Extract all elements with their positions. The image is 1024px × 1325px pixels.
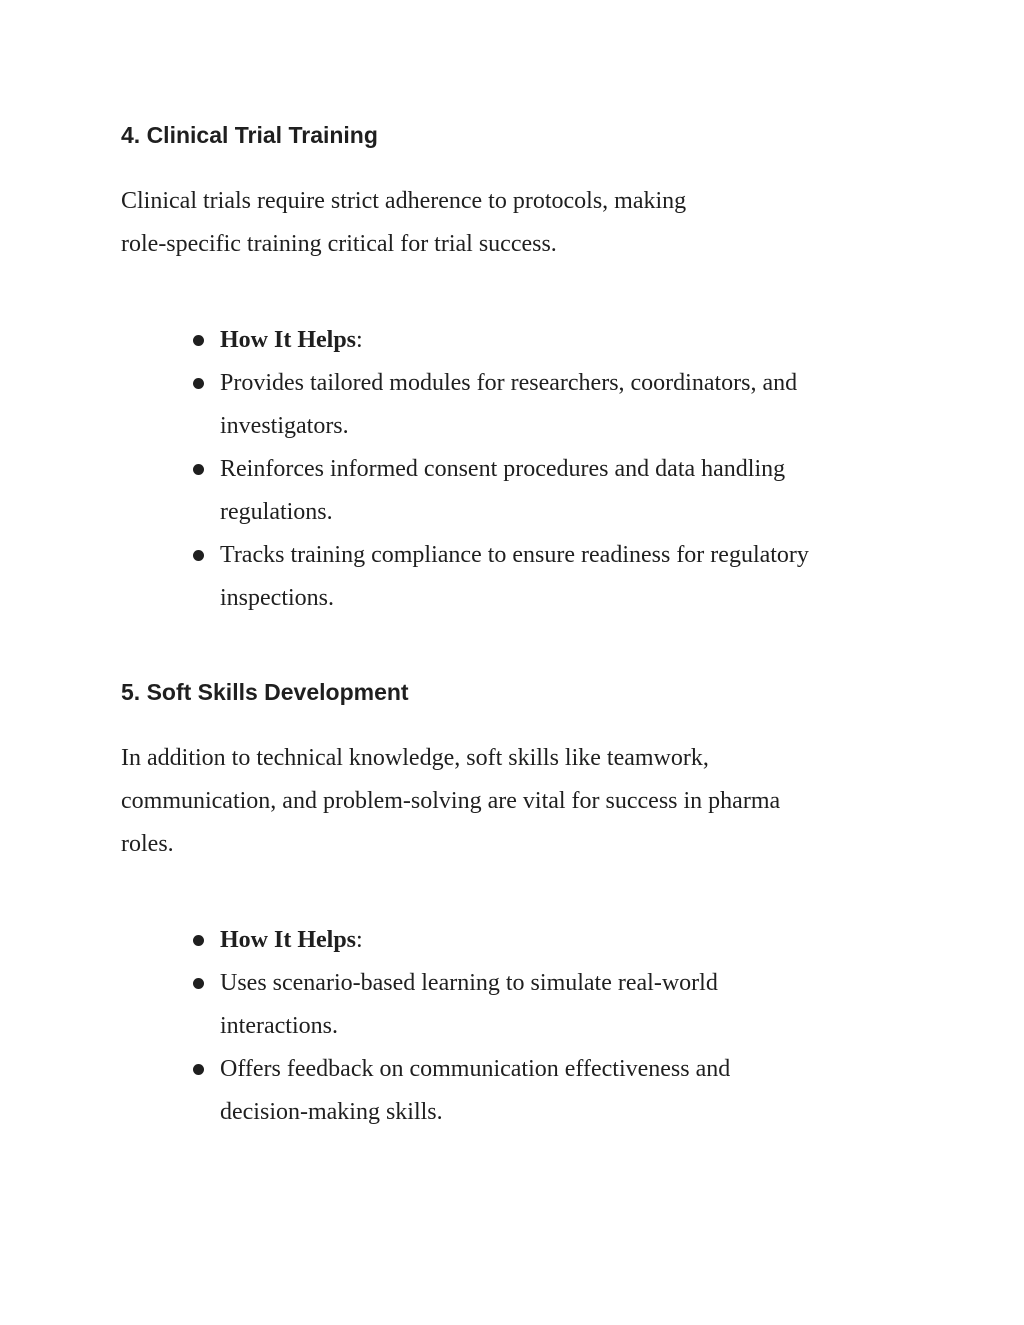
list-item-line: investigators. [220,413,349,439]
bullet-icon [193,464,204,475]
bullet-icon [193,335,204,346]
colon: : [356,327,363,353]
list-item-line: Reinforces informed consent procedures and data handling [220,456,786,482]
bullet-icon [193,978,204,989]
list-item-line: decision-making skills. [220,1099,443,1125]
list-item-line: Provides tailored modules for researchers, coordinators, and [220,370,798,396]
paragraph-line: role-specific training critical for trial success. [121,231,557,257]
list-item [0,448,809,534]
how-it-helps-label [220,919,730,962]
how-it-helps-bold: How It Helps [220,927,357,953]
list-item-line: inspections. [220,585,334,611]
colon: : [356,927,363,953]
section-heading-soft-skills-development: 5. Soft Skills Development [121,679,409,705]
list-item-line: Tracks training compliance to ensure readiness for regulatory [220,542,809,568]
section-heading-clinical-trial-training: 4. Clinical Trial Training [121,122,378,148]
bullet-icon [193,378,204,389]
list-item [0,962,730,1048]
bullet-icon [193,550,204,561]
paragraph-line: Clinical trials require strict adherence to protocols, making [121,188,687,214]
paragraph-line: In addition to technical knowledge, soft skills like teamwork, [121,745,709,771]
paragraph-line: roles. [121,831,174,857]
list-item [0,534,809,620]
list-item [0,319,809,362]
list-item-line: interactions. [220,1013,338,1039]
bullet-icon [193,1064,204,1075]
how-it-helps-bold: How It Helps [220,327,357,353]
list-item [0,1048,730,1134]
bullet-icon [193,935,204,946]
bullet-list-clinical-trial [0,319,809,620]
section-paragraph-clinical-trial [121,180,686,266]
list-item [0,362,809,448]
list-item-line: regulations. [220,499,333,525]
list-item-line: Offers feedback on communication effectiveness and [220,1056,731,1082]
how-it-helps-label [220,319,809,362]
paragraph-line: communication, and problem-solving are vital for success in pharma [121,788,781,814]
list-item-line: Uses scenario-based learning to simulate real-world [220,970,718,996]
bullet-list-soft-skills [0,919,730,1134]
list-item [0,919,730,962]
section-paragraph-soft-skills [121,737,780,866]
